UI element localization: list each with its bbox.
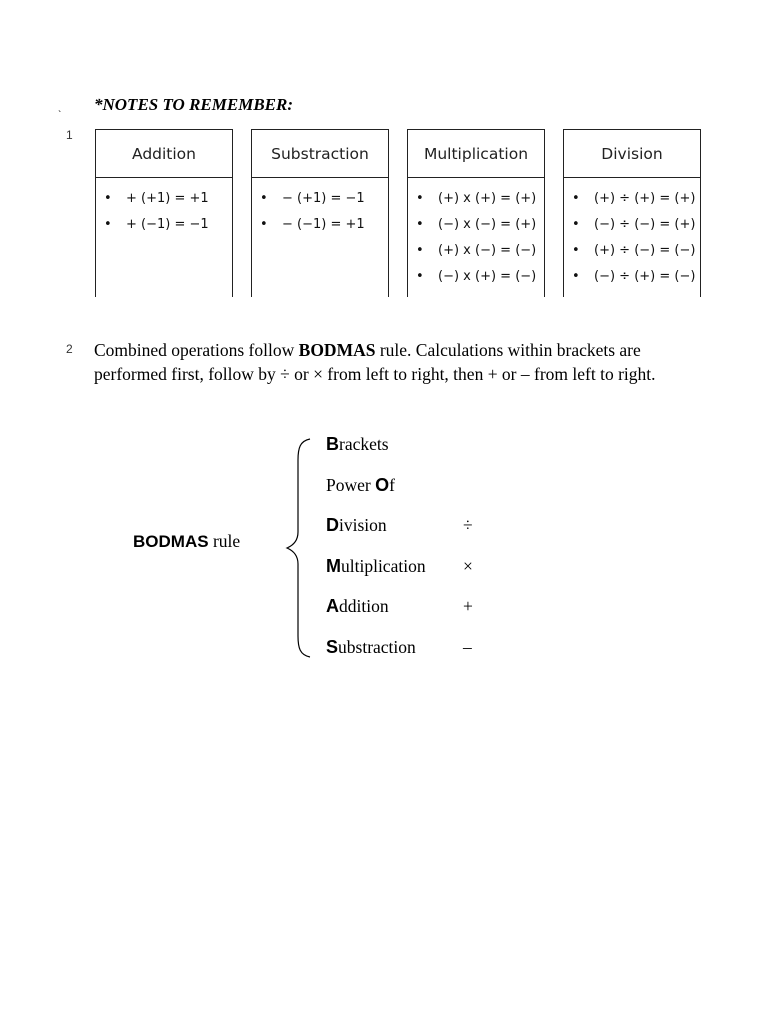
division-list [564,178,700,290]
item-number-2: 2 [66,342,73,356]
addition-header: Addition [96,130,232,178]
stray-mark: ` [58,110,62,121]
list-item: • (−) ÷ (−) = (+) [572,217,696,232]
list-item: • − (−1) = +1 [260,217,365,232]
rule-multiplication: Multiplication [326,556,426,576]
division-symbol: ÷ [463,515,473,535]
substraction-header: Substraction [252,130,388,178]
addition-symbol: + [463,596,473,616]
list-item: • (−) ÷ (+) = (−) [572,269,696,284]
multiplication-header: Multiplication [408,130,544,178]
rule-addition: Addition [326,596,389,616]
addition-box [95,129,233,297]
rule-brackets: Brackets [326,434,389,454]
multiplication-box [407,129,545,297]
list-item: • + (+1) = +1 [104,191,209,206]
bodmas-paragraph: Combined operations follow BODMAS rule. Calculations within brackets are performed first, follow by ÷ or × from left to right, then + or – from left to right. [94,340,656,384]
list-item: • (−) x (+) = (−) [416,269,537,284]
list-item: • (−) x (−) = (+) [416,217,537,232]
division-box [563,129,701,297]
list-item: • (+) x (+) = (+) [416,191,537,206]
substraction-box [251,129,389,297]
list-item: • + (−1) = −1 [104,217,209,232]
rule-division: Division [326,515,387,535]
curly-brace [284,436,314,660]
division-header: Division [564,130,700,178]
rule-substraction: Substraction [326,637,416,657]
multiplication-symbol: × [463,556,473,576]
list-item: • (+) ÷ (+) = (+) [572,191,696,206]
addition-list [96,178,232,238]
multiplication-list [408,178,544,290]
substraction-symbol: – [463,637,472,657]
list-item: • (+) x (−) = (−) [416,243,537,258]
list-item: • − (+1) = −1 [260,191,365,206]
list-item: • (+) ÷ (−) = (−) [572,243,696,258]
rule-power-of: Power Of [326,475,395,495]
substraction-list [252,178,388,238]
item-number-1: 1 [66,128,73,142]
notes-title: *NOTES TO REMEMBER: [94,95,294,114]
bodmas-label: BODMAS rule [133,531,241,551]
